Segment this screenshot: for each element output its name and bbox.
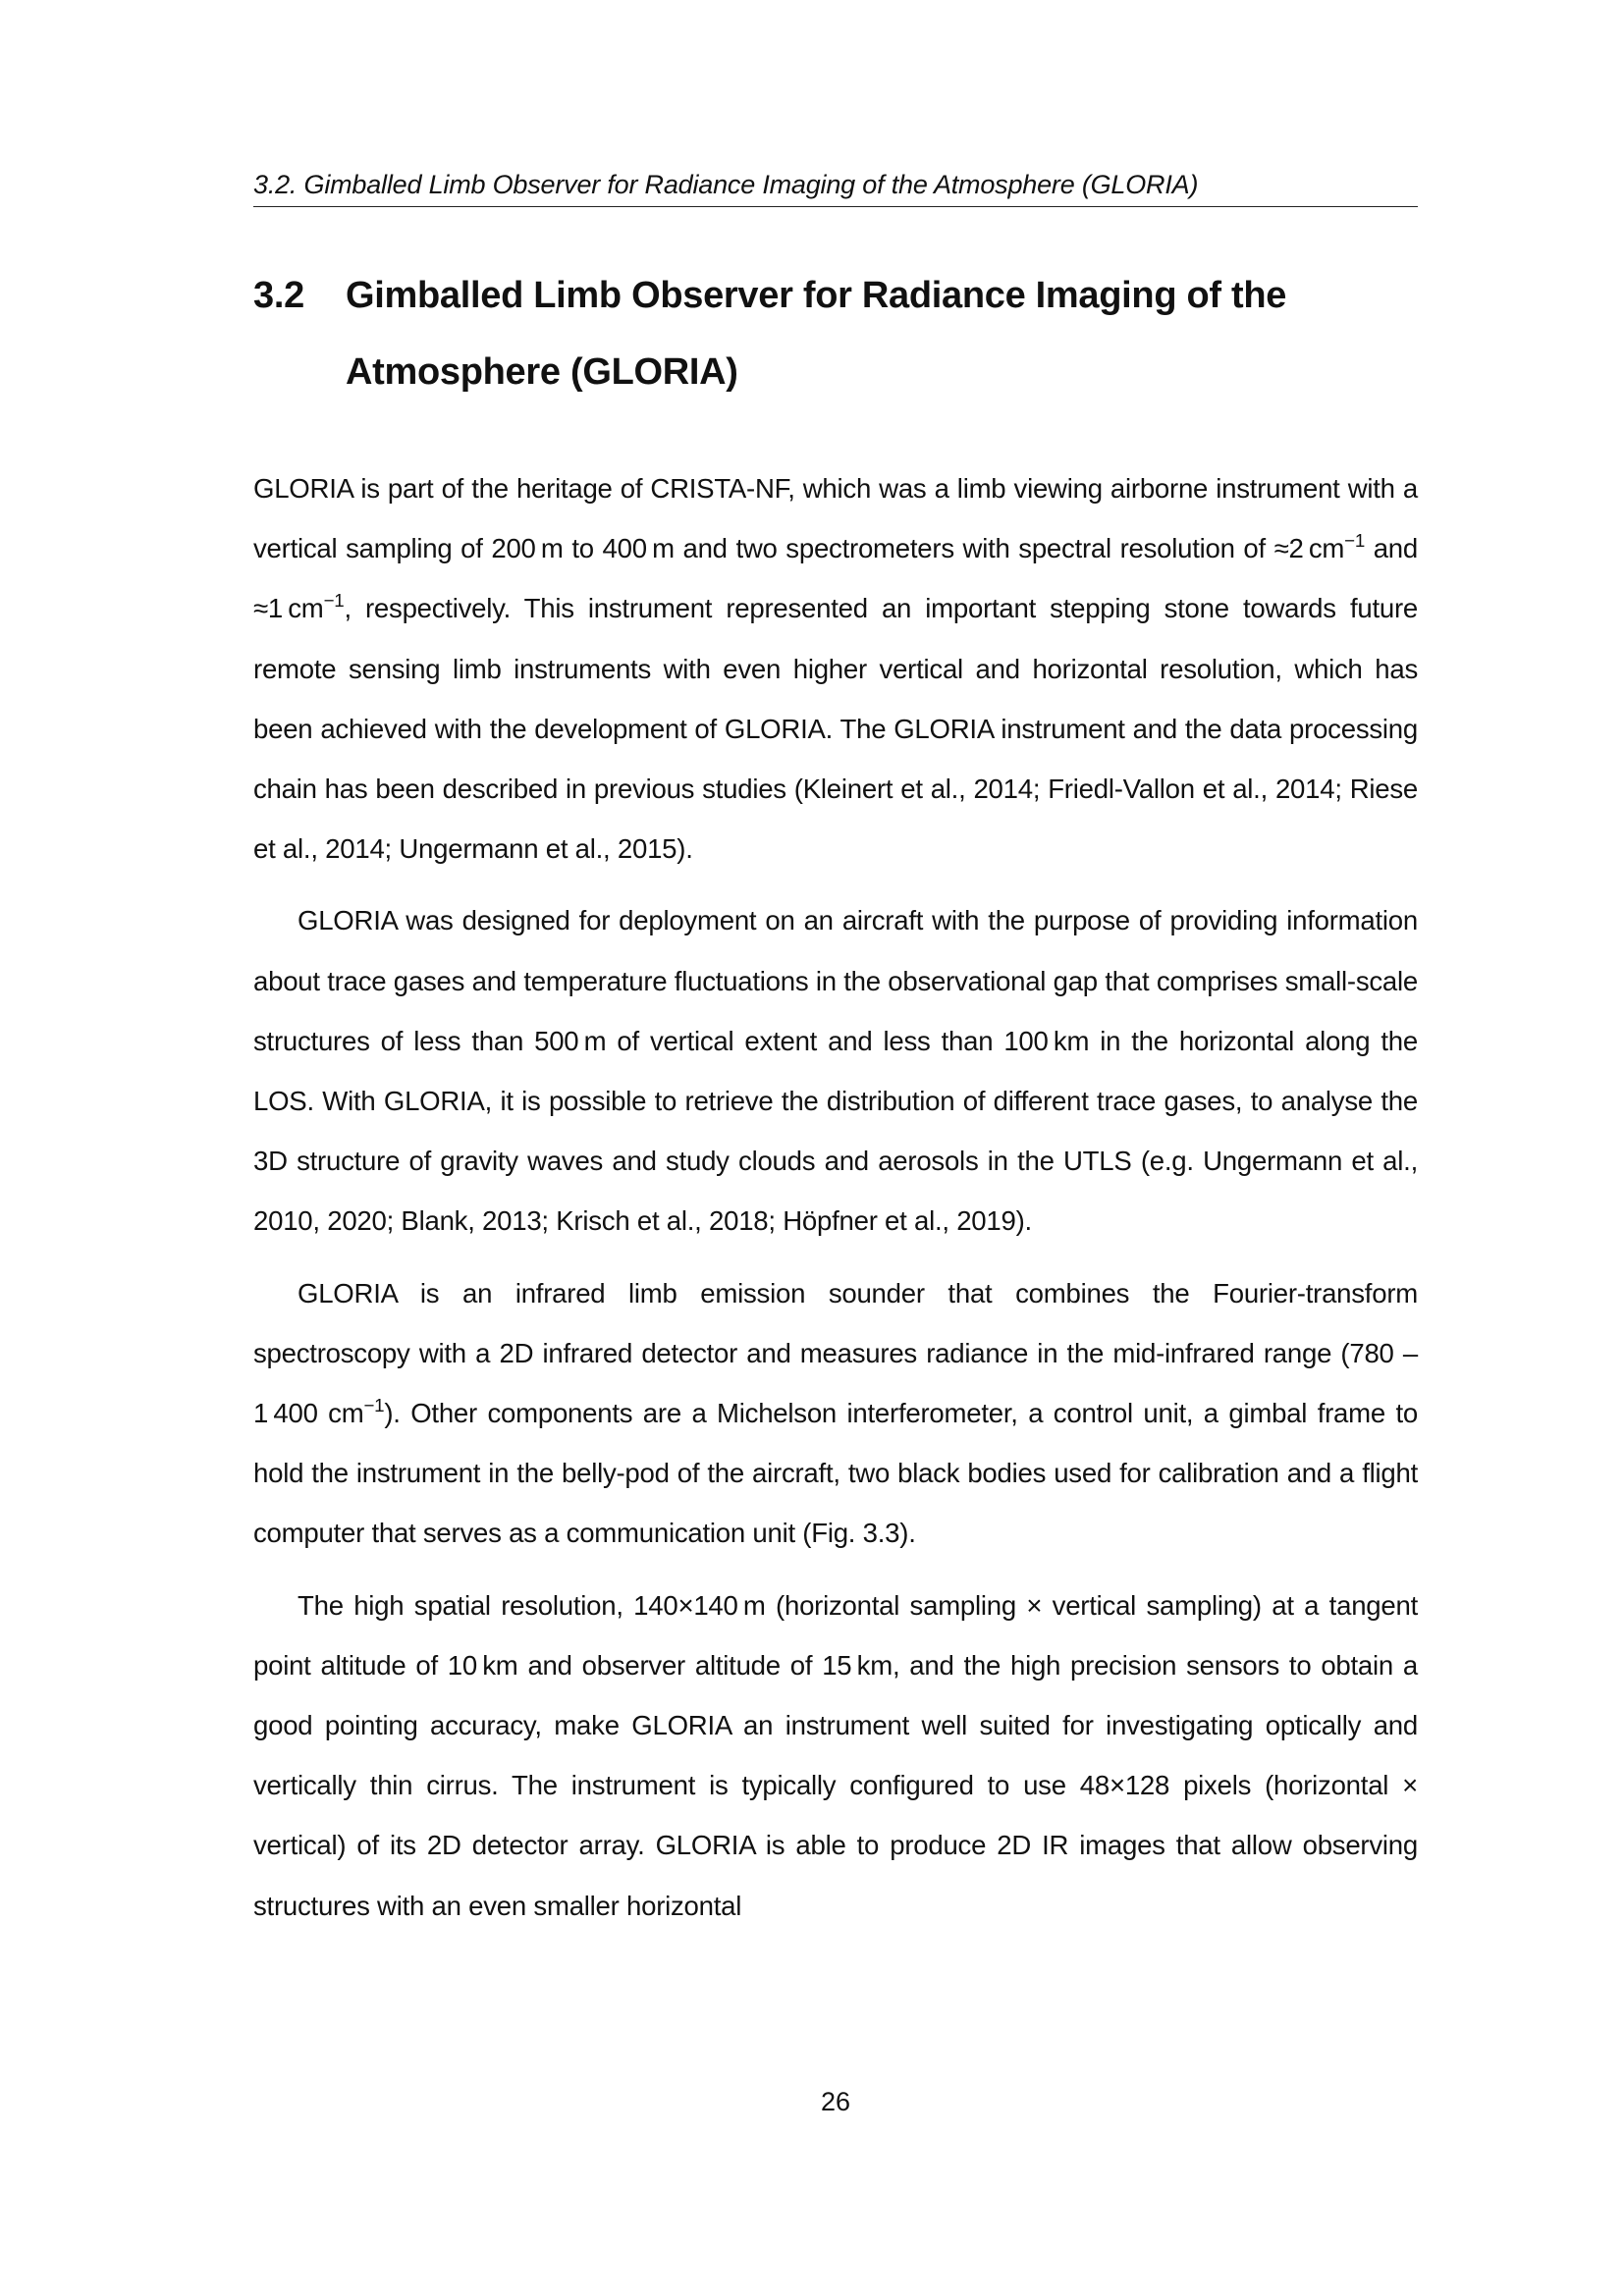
section-number: 3.2 — [253, 275, 304, 316]
paragraph-1: GLORIA is part of the heritage of CRISTA-NF, which was a limb viewing airborne instrument with a vertical sampling of 200 m to 400 m and two spectrometers with spectral resolution of ≈2 $cm^{-1}$ and ≈1 $cm^{-1}$, respectively. This instrument represented an important stepping stone towards future remote sensing limb instruments with even higher vertical and horizontal resolution, which has been achieved with the development of GLORIA. The GLORIA instrument and the data processing chain has been described in previous studies (Kleinert et al., 2014; Friedl-Vallon et al., 2014; Riese et al., 2014; Ungermann et al., 2015). — [253, 473, 1418, 865]
page-number: 26 — [820, 2087, 851, 2116]
paragraph-2: GLORIA was designed for deployment on an aircraft with the purpose of providing information about trace gases and temperature fluctuations in the observational gap that comprises small-scale structures of less than 500 m of vertical extent and less than 100 km in the horizontal along the LOS. With GLORIA, it is possible to retrieve the distribution of different trace gases, to analyse the 3D structure of gravity waves and study clouds and aerosols in the UTLS (e.g. Ungermann et al., 2010, 2020; Blank, 2013; Krisch et al., 2018; Höpfner et al., 2019). — [253, 905, 1418, 1237]
paragraph-4: The high spatial resolution, 140×140 m (horizontal sampling × vertical sampling) at a tangent point altitude of 10 km and observer altitude of 15 km, and the high precision sensors to obtain a good pointing accuracy, make GLORIA an instrument well suited for investigating optically and vertically thin cirrus. The instrument is typically configured to use 48×128 pixels (horizontal × vertical) of its 2D detector array. GLORIA is able to produce 2D IR images that allow observing structures with an even smaller horizontal — [253, 1589, 1418, 1921]
running-head: 3.2. Gimballed Limb Observer for Radiance Imaging of the Atmosphere (GLORIA) — [253, 167, 1418, 207]
section-heading — [253, 257, 1418, 410]
body-text — [253, 458, 1418, 1936]
section-title: Gimballed Limb Observer for Radiance Imaging of the Atmosphere (GLORIA) — [346, 275, 1287, 393]
paragraph-3: GLORIA is an infrared limb emission sounder that combines the Fourier-transform spectroscopy with a 2D infrared detector and measures radiance in the mid-infrared range (780 – 1 400 $cm^{-1}$). Other components are a Michelson interferometer, a control unit, a gimbal frame to hold the instrument in the belly-pod of the aircraft, two black bodies used for calibration and a flight computer that serves as a communication unit (Fig. 3.3). — [253, 1277, 1418, 1549]
